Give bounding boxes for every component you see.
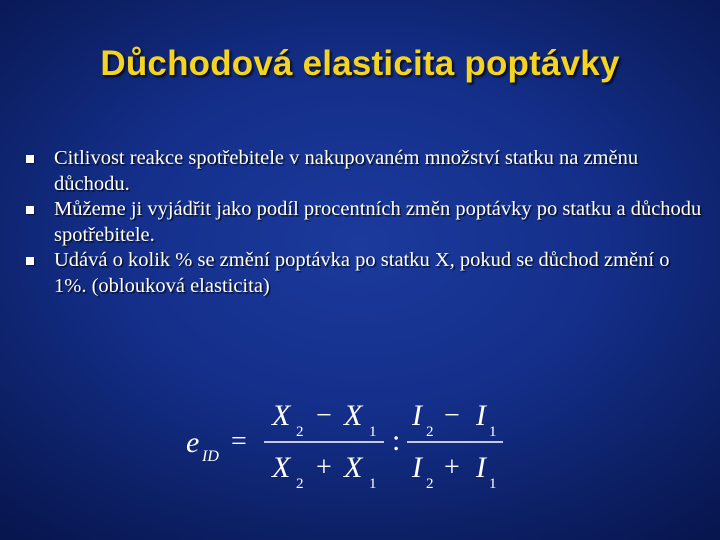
- formula-lhs-subscript: ID: [202, 448, 219, 465]
- formula-x2-numerator: X: [272, 399, 291, 432]
- formula-i1-numerator: I: [476, 399, 486, 432]
- formula-x2-denominator: X: [272, 451, 291, 484]
- formula-equals-sign: =: [231, 426, 247, 457]
- formula-lhs-e: e: [186, 426, 200, 459]
- formula-sub-1: 1: [489, 476, 497, 492]
- formula-minus-sign: −: [444, 400, 460, 431]
- formula-plus-sign: +: [316, 452, 332, 483]
- formula-sub-2: 2: [426, 476, 434, 492]
- formula-sub-1: 1: [369, 476, 377, 492]
- bullet-text: Můžeme ji vyjádřit jako podíl procentních změn poptávky po statku a důchodu spotřebitele.: [54, 198, 702, 246]
- formula-x1-numerator: X: [344, 399, 363, 432]
- formula-sub-2: 2: [296, 476, 304, 492]
- slide-title: Důchodová elasticita poptávky: [100, 44, 620, 83]
- formula-x1-denominator: X: [344, 451, 363, 484]
- formula-sub-1: 1: [369, 424, 377, 440]
- bullet-text: Udává o kolik % se změní poptávka po statku X, pokud se důchod změní o 1%. (oblouková elasticita): [54, 249, 670, 297]
- formula-i2-denominator: I: [412, 451, 422, 484]
- formula-minus-sign: −: [316, 400, 332, 431]
- formula-divide-sign: :: [392, 424, 401, 457]
- formula-sub-1: 1: [489, 424, 497, 440]
- formula-sub-2: 2: [296, 424, 304, 440]
- bullet-text: Citlivost reakce spotřebitele v nakupovaném množství statku na změnu důchodu.: [54, 147, 639, 195]
- formula-sub-2: 2: [426, 424, 434, 440]
- formula-plus-sign: +: [444, 452, 460, 483]
- formula-i2-numerator: I: [412, 399, 422, 432]
- formula-i1-denominator: I: [476, 451, 486, 484]
